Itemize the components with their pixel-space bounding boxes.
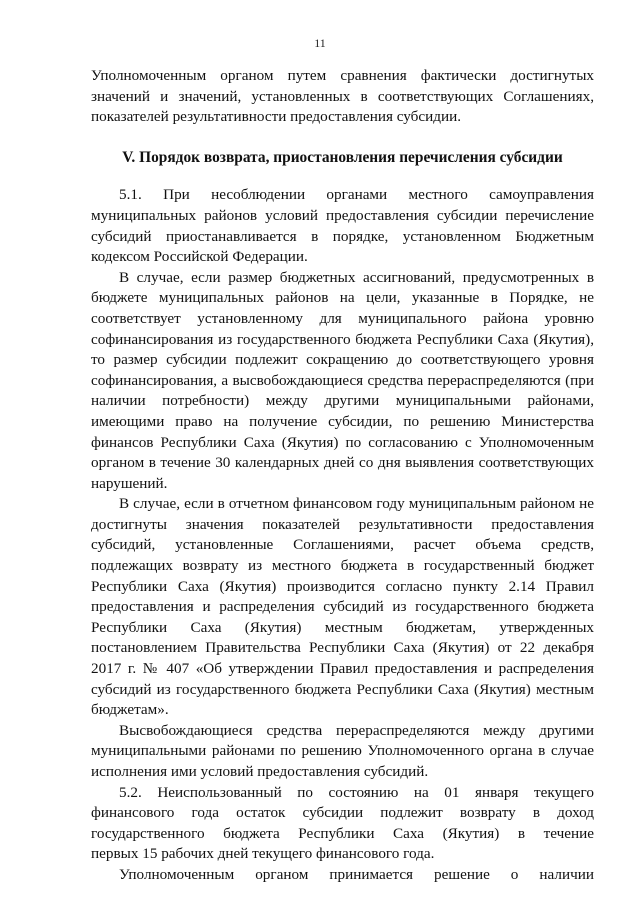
text-line: значений и значений, установленных в соответствующих Соглашениях,: [91, 87, 594, 105]
text-line: кодексом Российской Федерации.: [91, 248, 308, 266]
text-line: наличии потребности) между другими муниципальными районами,: [91, 392, 594, 410]
text-line: предоставления и распределения субсидий из государственного бюджета: [91, 598, 594, 616]
text-line: то размер субсидии подлежит сокращению до соответствующего уровня: [91, 351, 594, 369]
text-line: Республики Саха (Якутия) местным бюджетам, утвержденных: [91, 618, 594, 636]
text-line: Республики Саха (Якутия) производится согласно пункту 2.14 Правил: [91, 577, 594, 595]
text-line: Уполномоченным органом путем сравнения фактически достигнутых: [91, 67, 594, 84]
text-line: муниципальными районами по решению Уполномоченного органа в случае: [91, 742, 594, 760]
intro-paragraph: [91, 66, 594, 128]
paragraph-performance-indicators: [91, 494, 594, 721]
paragraph-5-2: [91, 783, 594, 865]
text-line: показателей результативности предоставления субсидии.: [91, 108, 462, 126]
text-line: Уполномоченным органом принимается решение о наличии: [119, 865, 594, 883]
text-line: Высвобождающиеся средства перераспределяются между другими: [119, 721, 594, 739]
text-line: субсидий, установленные Соглашениями, расчет объема средств,: [91, 536, 594, 554]
text-line: 5.2. Неиспользованный по состоянию на 01 января текущего: [119, 783, 594, 801]
text-line: подлежащих возврату из местного бюджета в государственный бюджет: [91, 557, 594, 575]
text-line: нарушений.: [91, 474, 168, 492]
page-number: 11: [314, 36, 326, 50]
text-line: субсидий из государственного бюджета Республики Саха (Якутия) местным: [91, 680, 594, 698]
text-line: субсидий приостанавливается в порядке, установленном Бюджетным: [91, 227, 594, 245]
text-line: достигнуты значения показателей результативности предоставления: [91, 515, 594, 533]
text-line: органом в течение 30 календарных дней со дня выявления соответствующих: [91, 454, 594, 472]
paragraph-5-1: [91, 185, 594, 267]
text-line: финансов Республики Саха (Якутия) по согласованию с Уполномоченным: [91, 433, 594, 451]
text-line: первых 15 рабочих дней текущего финансового года.: [91, 845, 435, 863]
text-line: финансового года остаток субсидии подлежит возврату в доход: [91, 804, 594, 822]
text-line: В случае, если в отчетном финансовом году муниципальным районом не: [119, 495, 594, 513]
text-line: имеющими право на получение субсидии, по решению Министерства: [91, 412, 594, 430]
text-line: 5.1. При несоблюдении органами местного самоуправления: [119, 186, 594, 204]
text-line: бюджетам».: [91, 701, 169, 719]
text-line: исполнения ими условий предоставления субсидий.: [91, 763, 429, 780]
text-line: муниципальных районов условий предоставления субсидии перечисление: [91, 206, 594, 224]
document-body: [91, 66, 594, 886]
text-line: В случае, если размер бюджетных ассигнований, предусмотренных в: [119, 268, 594, 286]
text-line: государственного бюджета Республики Саха (Якутия) в течение: [91, 824, 594, 842]
paragraph-budget-allocation: [91, 268, 594, 495]
paragraph-decision: [91, 865, 594, 886]
paragraph-redistribution: [91, 721, 594, 783]
section-heading: V. Порядок возврата, приостановления перечисления субсидии: [122, 148, 563, 166]
text-line: софинансирования, а высвобождающиеся средства перераспределяются (при: [91, 371, 594, 389]
text-line: бюджете муниципальных районов на цели, указанные в Порядке, не: [91, 289, 594, 307]
text-line: постановлением Правительства Республики Саха (Якутия) от 22 декабря: [91, 639, 594, 657]
text-line: 2017 г. № 407 «Об утверждении Правил предоставления и распределения: [91, 660, 594, 678]
text-line: соответствует установленному для муниципального района уровню: [91, 309, 594, 327]
text-line: софинансирования из государственного бюджета Республики Саха (Якутия),: [91, 330, 594, 348]
